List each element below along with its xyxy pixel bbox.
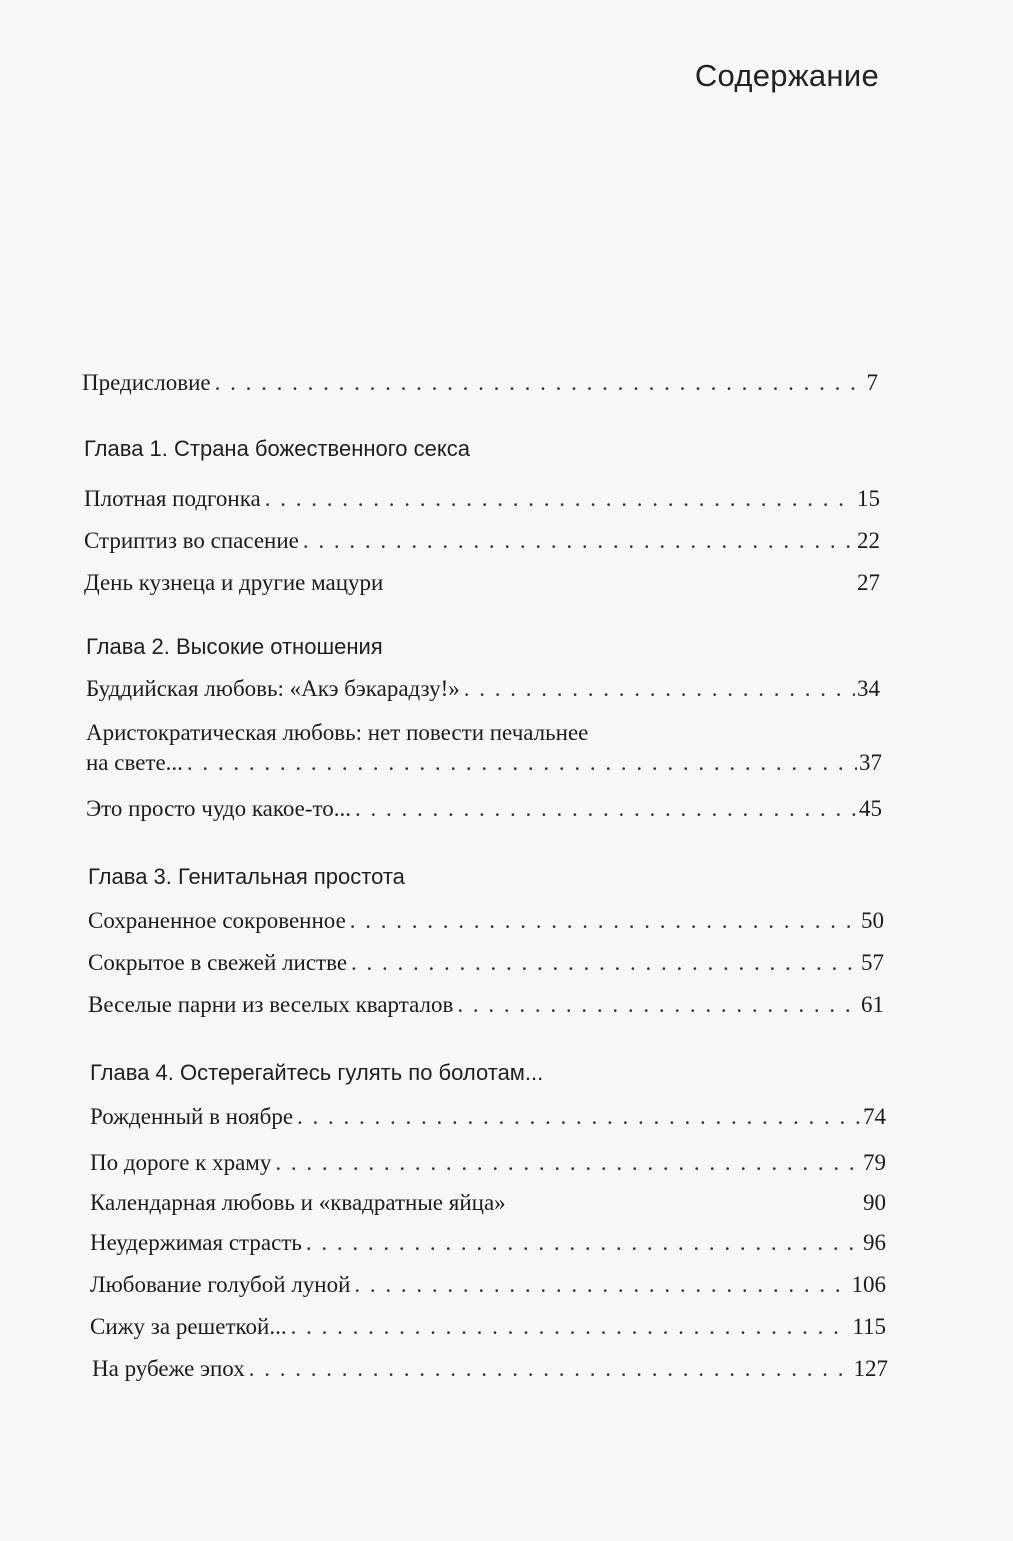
toc-entry[interactable] <box>90 1314 886 1344</box>
toc-entry[interactable] <box>84 528 880 558</box>
chapter-heading-3[interactable]: Глава 3. Генитальная простота <box>88 864 405 889</box>
toc-entry[interactable] <box>88 908 884 938</box>
dot-leader <box>297 1104 861 1130</box>
toc-entry-page: 79 <box>863 1150 886 1175</box>
toc-entry[interactable] <box>84 570 880 600</box>
toc-entry-page: 22 <box>857 528 880 553</box>
toc-entry[interactable] <box>88 950 884 980</box>
toc-entry[interactable] <box>88 992 884 1022</box>
toc-entry-title: Календарная любовь и «квадратные яйца» <box>90 1190 506 1215</box>
toc-entry-title: Веселые парни из веселых кварталов <box>88 992 454 1017</box>
page-title: Содержание <box>694 58 879 93</box>
dot-leader <box>351 950 859 976</box>
toc-entry-title: Неудержимая страсть <box>90 1230 302 1255</box>
toc-entry-title: День кузнеца и другие мацури <box>84 570 384 595</box>
toc-entry-page: 61 <box>861 992 884 1017</box>
toc-entry[interactable] <box>84 486 880 516</box>
toc-entry[interactable] <box>86 750 882 780</box>
dot-leader <box>350 908 859 934</box>
chapter-heading-4[interactable]: Глава 4. Остерегайтесь гулять по болотам... <box>90 1060 544 1085</box>
dot-leader <box>354 1272 849 1298</box>
toc-entry-title: Предисловие <box>82 370 211 395</box>
toc-entry-page: 7 <box>866 370 878 395</box>
toc-entry-page: 15 <box>857 486 880 511</box>
toc-entry-page: 74 <box>863 1104 886 1129</box>
toc-entry[interactable] <box>90 1190 886 1220</box>
dot-leader <box>265 486 855 512</box>
dot-leader <box>249 1356 852 1382</box>
toc-entry-preface[interactable] <box>82 370 878 400</box>
chapter-heading-1[interactable]: Глава 1. Страна божественного секса <box>84 436 470 461</box>
dot-leader <box>464 676 855 702</box>
toc-entry-page: 96 <box>863 1230 886 1255</box>
toc-entry[interactable] <box>90 1150 886 1180</box>
toc-entry-title: Буддийская любовь: «Акэ бэкарадзу!» <box>86 676 460 701</box>
toc-entry-title-line1[interactable]: Аристократическая любовь: нет повести печальнее <box>86 720 589 745</box>
toc-entry-title: По дороге к храму <box>90 1150 272 1175</box>
toc-entry[interactable] <box>90 1230 886 1260</box>
chapter-heading-2[interactable]: Глава 2. Высокие отношения <box>86 634 383 659</box>
toc-entry-title: Плотная подгонка <box>84 486 261 511</box>
toc-entry-title: Это просто чудо какое-то... <box>86 796 352 821</box>
dot-leader <box>187 750 857 776</box>
toc-entry-page: 45 <box>859 796 882 821</box>
toc-entry[interactable] <box>92 1356 888 1386</box>
dot-leader <box>355 796 857 822</box>
toc-entry-page: 90 <box>863 1190 886 1215</box>
toc-entry-title: Рожденный в ноябре <box>90 1104 294 1129</box>
toc-entry-page: 37 <box>859 750 882 775</box>
toc-entry-title: Любование голубой луной <box>90 1272 351 1297</box>
dot-leader <box>215 370 865 396</box>
toc-entry-title: На рубеже эпох <box>92 1356 245 1381</box>
toc-entry[interactable] <box>90 1272 886 1302</box>
toc-entry-page: 34 <box>857 676 880 701</box>
toc-entry-title: Сохраненное сокровенное <box>88 908 346 933</box>
toc-entry-title: Сижу за решеткой... <box>90 1314 287 1339</box>
toc-entry-page: 106 <box>851 1272 886 1297</box>
toc-entry-title: на свете... <box>86 750 183 775</box>
toc-entry[interactable] <box>86 676 880 706</box>
toc-entry-page: 127 <box>853 1356 888 1381</box>
toc-entry-page: 115 <box>852 1314 886 1339</box>
toc-entry-page: 57 <box>861 950 884 975</box>
dot-leader <box>306 1230 861 1256</box>
toc-entry[interactable] <box>90 1104 886 1134</box>
toc-entry-title: Стриптиз во спасение <box>84 528 299 553</box>
toc-entry-page: 50 <box>861 908 884 933</box>
toc-entry-page: 27 <box>857 570 880 595</box>
dot-leader <box>275 1150 861 1176</box>
toc-entry[interactable] <box>86 796 882 826</box>
toc-entry-title: Сокрытое в свежей листве <box>88 950 348 975</box>
dot-leader <box>303 528 855 554</box>
dot-leader <box>291 1314 851 1340</box>
dot-leader <box>457 992 859 1018</box>
